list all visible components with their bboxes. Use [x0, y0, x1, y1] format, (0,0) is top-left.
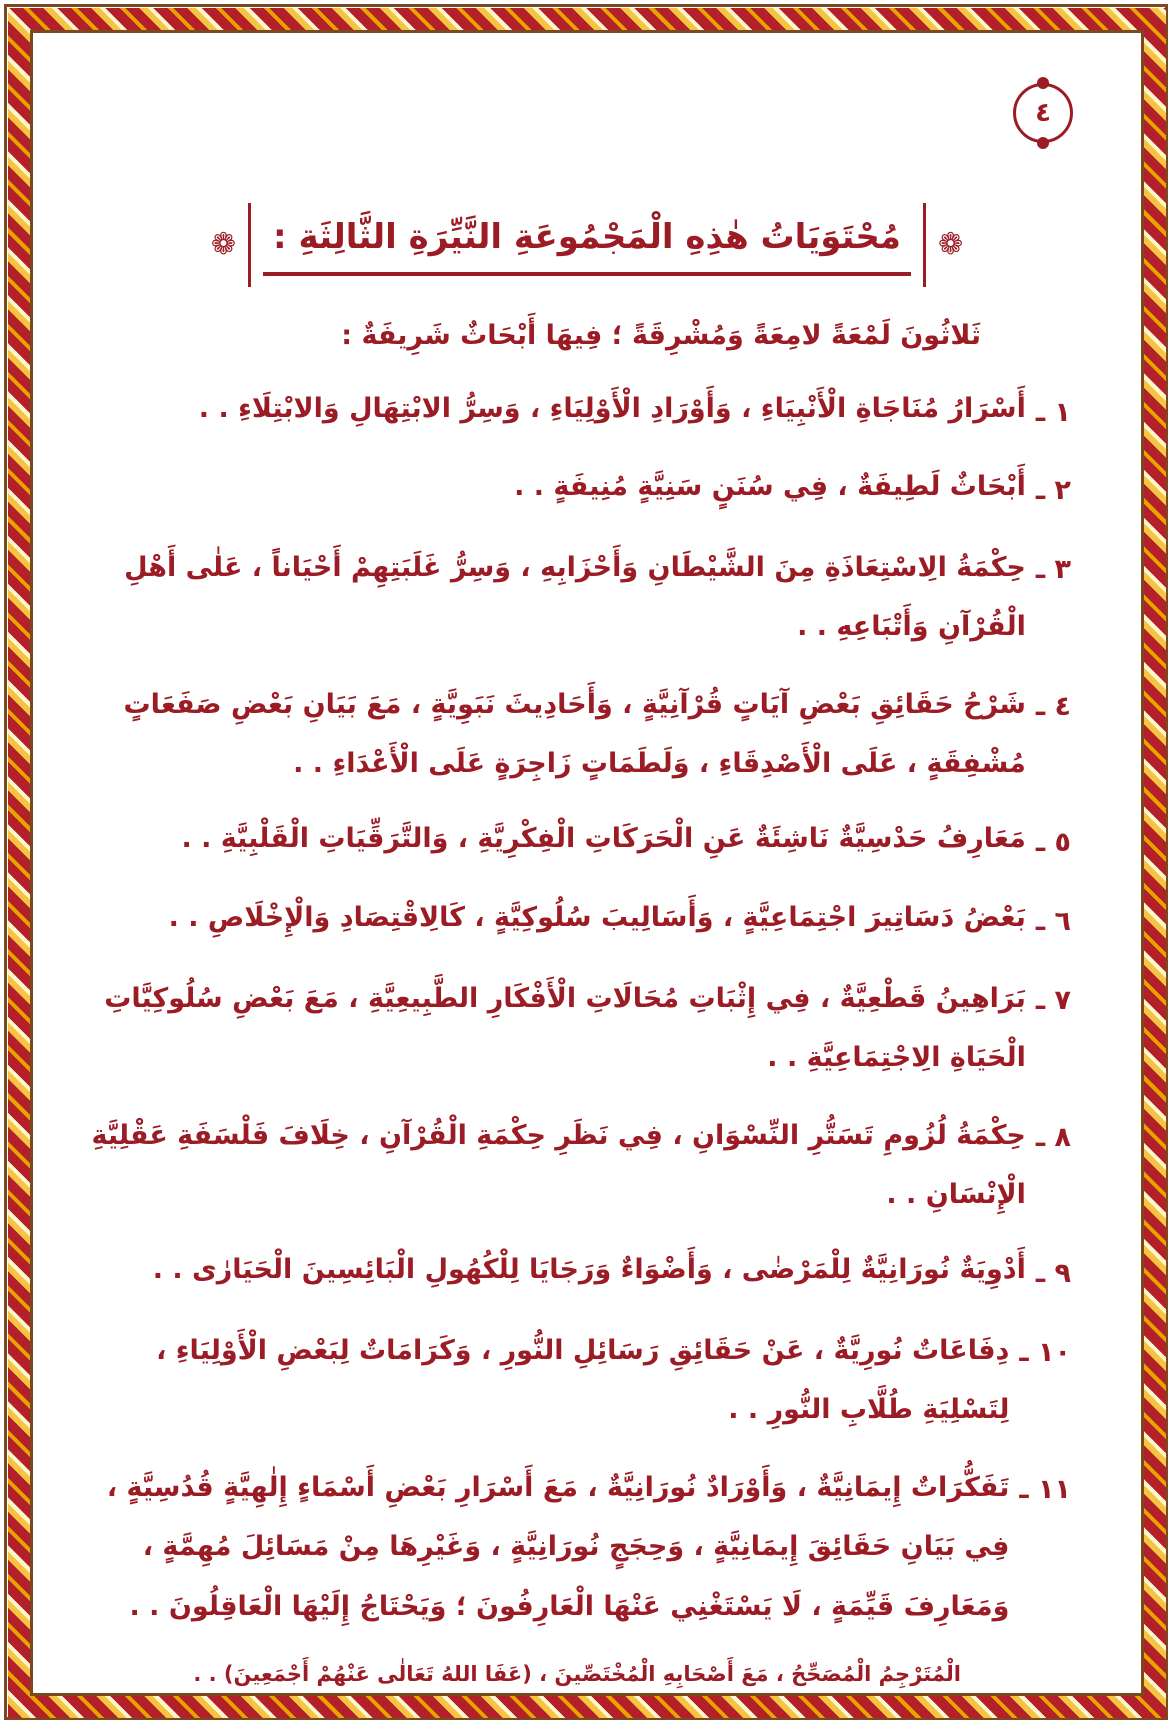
page-number: ٤ [1035, 98, 1051, 128]
item-text: تَفَكُّرَاتٌ إِيمَانِيَّةٌ ، وَأَوْرَادٌ نُورَانِيَّةٌ ، مَعَ أَسْرَارِ بَعْضِ أَسْمَاءٍ إِلٰهِيَّةٍ قُدُسِيَّةٍ ، فِي بَيَانِ حَقَائِقَ إِيمَانِيَّةٍ ، وَحِجَجٍ نُورَانِيَّةٍ ، وَغَيْرِهَا مِنْ مَسَائِلَ مُهِمَّةٍ ، وَمَعَارِفَ قَيِّمَةٍ ، لَا يَسْتَغْنِي عَنْهَا الْعَارِفُونَ ؛ وَيَحْتَاجُ إِلَيْهَا الْعَاقِلُونَ . . [106, 1471, 1010, 1622]
item-number: ٤ ـ [1035, 690, 1071, 722]
title-pillar-right [923, 203, 926, 287]
item-number: ١١ ـ [1019, 1473, 1071, 1505]
list-item [73, 1462, 1071, 1636]
list-item [73, 679, 1071, 794]
item-number: ٧ ـ [1035, 984, 1071, 1016]
item-number: ٢ ـ [1035, 475, 1071, 507]
page-title: مُحْتَوَيَاتُ هٰذِهِ الْمَجْمُوعَةِ النَّيِّرَةِ الثَّالِثَةِ : [263, 214, 911, 276]
floral-ornament-icon: ❁ [210, 227, 237, 262]
list-item [73, 1246, 1071, 1303]
item-text: أَبْحَاثٌ لَطِيفَةٌ ، فِي سُنَنٍ سَنِيَّةٍ مُنِيفَةٍ . . [514, 471, 1026, 503]
list-item [73, 894, 1071, 951]
item-number: ٨ ـ [1035, 1121, 1071, 1153]
item-text: حِكْمَةُ لُزُومِ تَسَتُّرِ النِّسْوَانِ ، فِي نَظَرِ حِكْمَةِ الْقُرْآنِ ، خِلَافَ فَلْسَفَةِ عَقْلِيَّةِ الْإِنْسَانِ . . [91, 1119, 1026, 1210]
list-item [73, 1325, 1071, 1440]
list-item [73, 973, 1071, 1088]
intro-text: ثَلاثُونَ لَمْعَةً لامِعَةً وَمُشْرِقَةً ؛ فِيهَا أَبْحَاثٌ شَرِيفَةٌ : [341, 320, 981, 351]
item-number: ٥ ـ [1035, 827, 1071, 859]
document-page [33, 33, 1141, 1693]
list-item [73, 815, 1071, 872]
item-text: مَعَارِفُ حَدْسِيَّةٌ نَاشِئَةٌ عَنِ الْحَرَكَاتِ الْفِكْرِيَّةِ ، وَالتَّرَقِّيَاتِ الْقَلْبِيَّةِ . . [181, 823, 1026, 855]
title-banner [33, 203, 1141, 287]
translator-note: الْمُتَرْجِمُ الْمُصَحِّحُ ، مَعَ أَصْحَابِهِ الْمُخْتَصِّينَ ، (عَفَا اللهُ تَعَالٰى عَنْهُمْ أَجْمَعِينَ) . . [193, 1662, 961, 1687]
list-item [73, 463, 1071, 520]
item-number: ٦ ـ [1035, 906, 1071, 938]
list-item [73, 1110, 1071, 1225]
item-number: ٩ ـ [1035, 1258, 1071, 1290]
title-pillar-left [248, 203, 251, 287]
item-number: ١٠ ـ [1019, 1337, 1071, 1369]
contents-list [73, 316, 1071, 1692]
item-text: أَسْرَارُ مُنَاجَاةِ الْأَنْبِيَاءِ ، وَأَوْرَادِ الْأَوْلِيَاءِ ، وَسِرُّ الابْتِهَالِ وَالابْتِلَاءِ . . [198, 392, 1026, 424]
list-item [73, 385, 1071, 442]
item-text: بَرَاهِينُ قَطْعِيَّةٌ ، فِي إِثْبَاتِ مُحَالَاتِ الْأَفْكَارِ الطَّبِيعِيَّةِ ، مَعَ بَعْضِ سُلُوكِيَّاتِ الْحَيَاةِ الِاجْتِمَاعِيَّةِ . . [104, 982, 1026, 1074]
item-text: دِفَاعَاتٌ نُورِيَّةٌ ، عَنْ حَقَائِقِ رَسَائِلِ النُّورِ ، وَكَرَامَاتٌ لِبَعْضِ الْأَوْلِيَاءِ ، لِتَسْلِيَةِ طُلَّابِ النُّورِ . . [156, 1335, 1010, 1426]
page-number-medallion [1013, 83, 1073, 143]
item-number: ٣ ـ [1035, 553, 1071, 585]
item-text: حِكْمَةُ الِاسْتِعَاذَةِ مِنَ الشَّيْطَانِ وَأَحْزَابِهِ ، وَسِرُّ غَلَبَتِهِمْ أَحْيَاناً ، عَلٰى أَهْلِ الْقُرْآنِ وَأَتْبَاعِهِ . . [124, 551, 1026, 643]
item-text: بَعْضُ دَسَاتِيرَ اجْتِمَاعِيَّةٍ ، وَأَسَالِيبَ سُلُوكِيَّةٍ ، كَالِاقْتِصَادِ وَالْإِخْلَاصِ . . [168, 902, 1026, 934]
list-item [73, 542, 1071, 657]
floral-ornament-icon: ❁ [937, 227, 964, 262]
item-text: أَدْوِيَةٌ نُورَانِيَّةٌ لِلْمَرْضٰى ، وَأَضْوَاءٌ وَرَجَايَا لِلْكُهُولِ الْبَائِسِينَ الْحَيَارٰى . . [152, 1254, 1026, 1286]
item-text: شَرْحُ حَقَائِقِ بَعْضِ آيَاتٍ قُرْآنِيَّةٍ ، وَأَحَادِيثَ نَبَوِيَّةٍ ، مَعَ بَيَانِ بَعْضِ صَفَعَاتٍ مُشْفِقَةٍ ، عَلَى الْأَصْدِقَاءِ ، وَلَطَمَاتٍ زَاجِرَةٍ عَلَى الْأَعْدَاءِ . . [123, 688, 1026, 780]
item-number: ١ ـ [1035, 396, 1071, 428]
